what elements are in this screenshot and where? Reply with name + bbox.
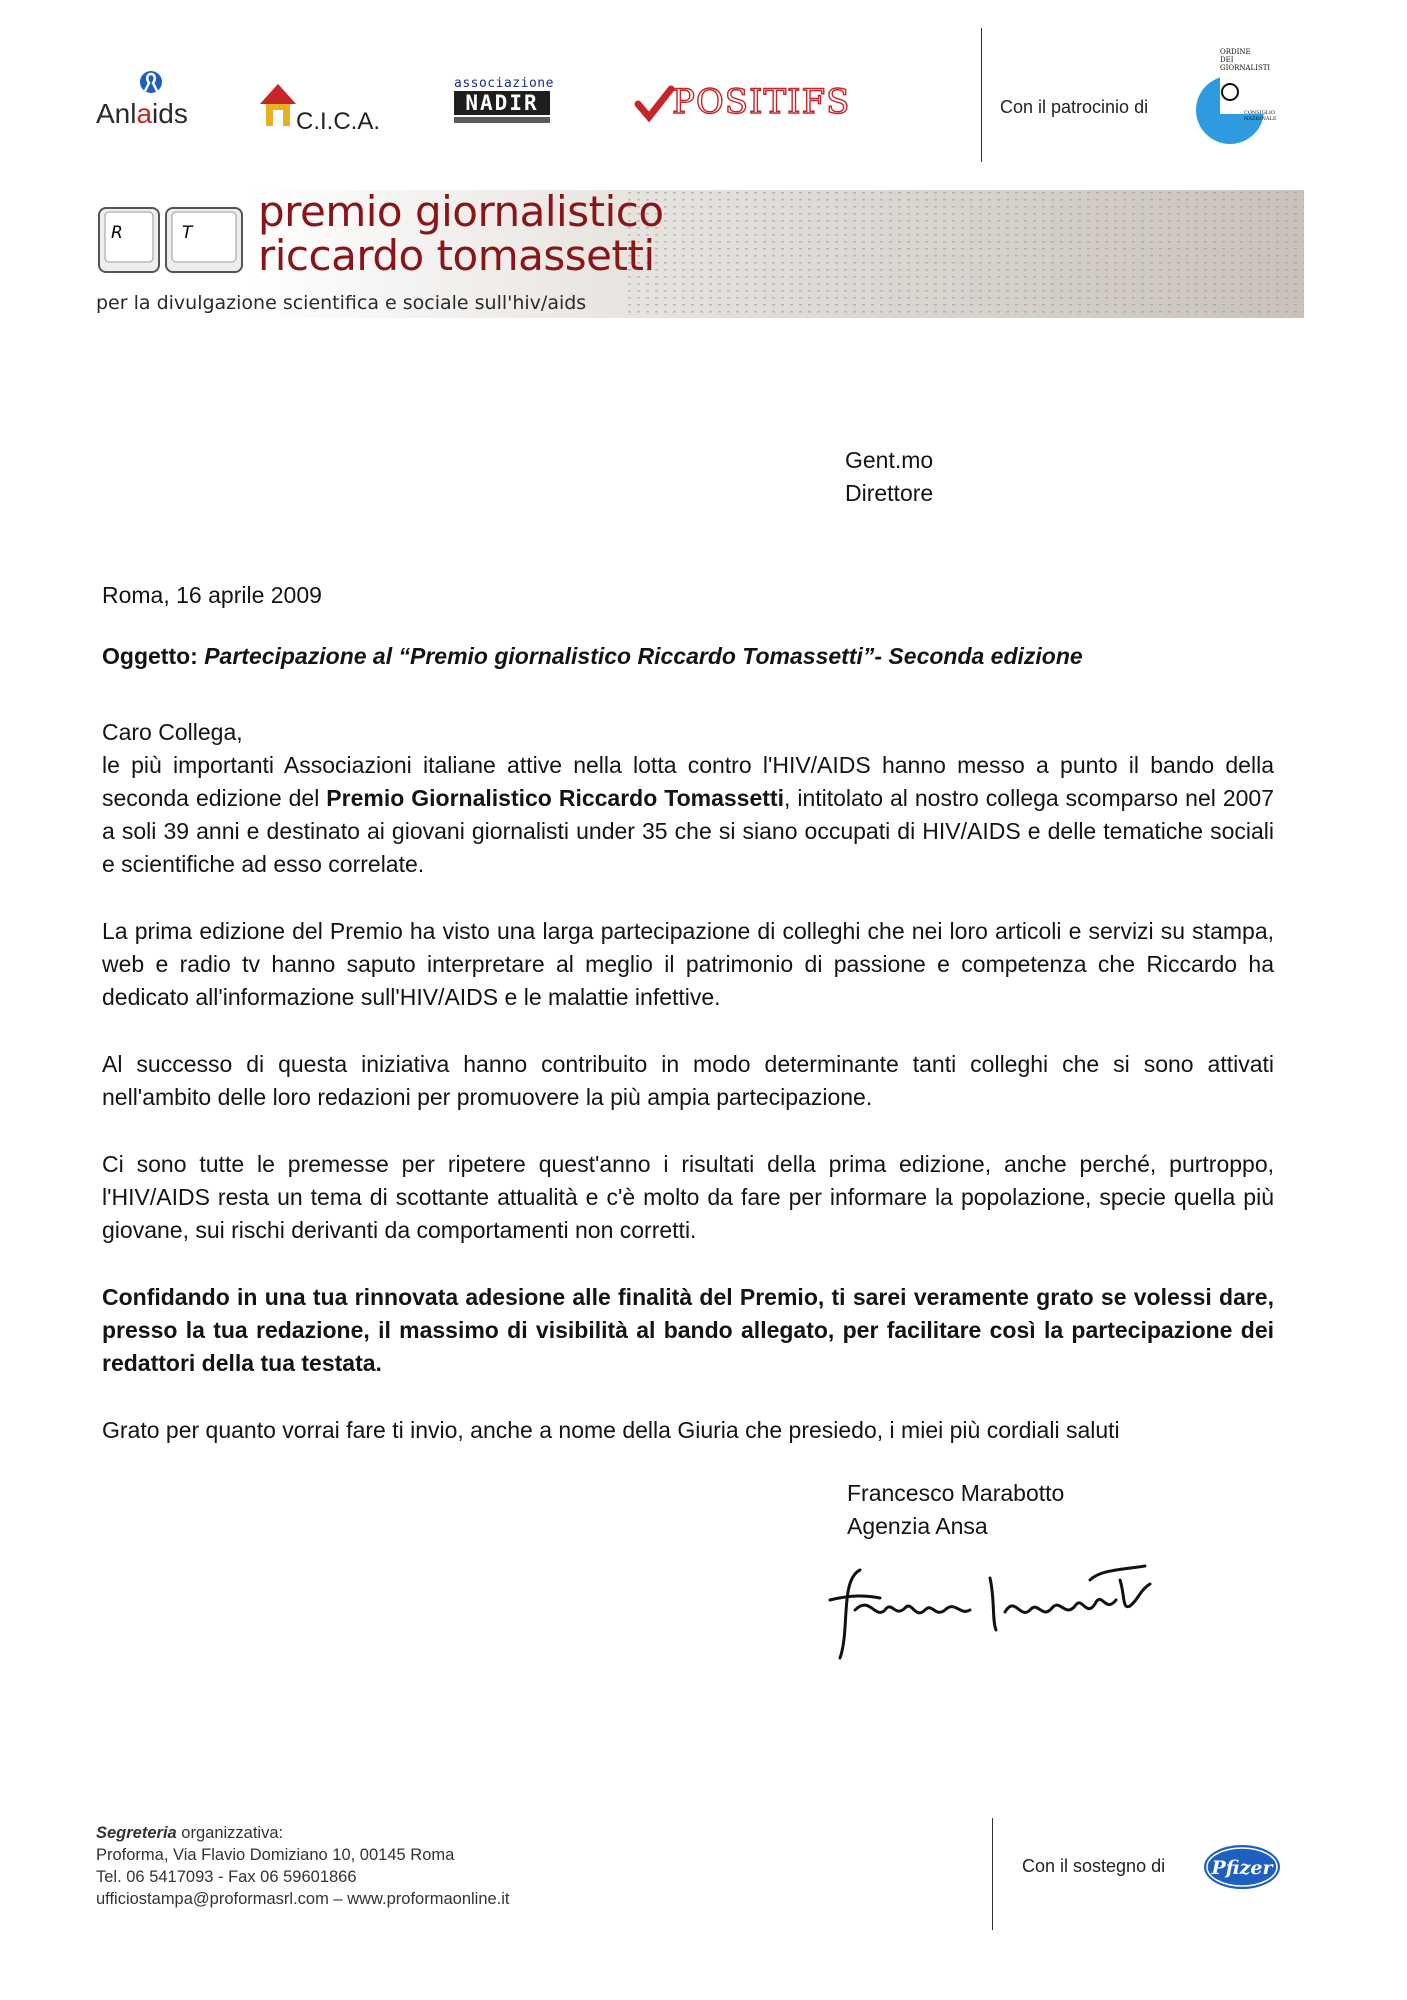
recipient-line1: Gent.mo bbox=[845, 447, 934, 473]
odg-text-4: CONSIGLIO bbox=[1244, 110, 1276, 116]
paragraph-1: le più importanti Associazioni italiane attive nella lotta contro l'HIV/AIDS hanno messo a punto il bando della seconda edizione del Premio Giornalistico Riccardo Tomassetti, intitolato al nostro collega scomparso nel 2007 a soli 39 anni e destinato ai giovani giornalisti under 35 che si siano occupati di HIV/AIDS e delle tematiche sociali e scientifiche ad esso correlate. bbox=[102, 752, 1274, 877]
house-icon bbox=[258, 82, 298, 128]
cica-logo bbox=[258, 82, 388, 135]
salutation: Caro Collega, bbox=[102, 719, 243, 745]
nadir-wordmark: NADIR bbox=[454, 91, 550, 115]
footer-phone: Tel. 06 5417093 - Fax 06 59601866 bbox=[96, 1868, 357, 1886]
organizing-secretariat bbox=[96, 1822, 510, 1910]
subject-text: Partecipazione al “Premio giornalistico Riccardo Tomassetti”- Seconda edizione bbox=[204, 643, 1083, 669]
cica-wordmark: C.I.C.A. bbox=[296, 108, 381, 135]
nadir-logo bbox=[454, 76, 554, 128]
header-divider bbox=[981, 28, 982, 162]
key-t-label: T bbox=[182, 223, 193, 243]
paragraph-3: Al successo di questa iniziativa hanno contribuito in modo determinante tanti colleghi che si sono attivati nell'ambito delle loro redazioni per promuovere la più ampia partecipazione. bbox=[102, 1051, 1274, 1110]
checkmark-icon bbox=[634, 84, 674, 124]
sender-name: Francesco Marabotto bbox=[847, 1480, 1065, 1506]
prize-name-bold: Premio Giornalistico Riccardo Tomassetti bbox=[326, 785, 784, 811]
banner-subtitle: per la divulgazione scientifica e sociale sull'hiv/aids bbox=[96, 292, 587, 314]
recipient-line2: Direttore bbox=[845, 480, 934, 506]
nadir-bar bbox=[454, 117, 550, 123]
subject-label: Oggetto: bbox=[102, 643, 198, 669]
red-ribbon-icon bbox=[138, 70, 164, 96]
odg-text-5: NAZIONALE bbox=[1244, 116, 1277, 122]
odg-text-1: ORDINE bbox=[1220, 48, 1251, 56]
footer-divider bbox=[992, 1818, 993, 1930]
sender-block bbox=[847, 1477, 1064, 1543]
paragraph-4: Ci sono tutte le premesse per ripetere quest'anno i risultati della prima edizione, anche perché, purtroppo, l'HIV/AIDS resta un tema di scottante attualità e c'è molto da fare per informare la popolazione, specie quella più giovane, sui rischi derivanti da comportamenti non corretti. bbox=[102, 1151, 1274, 1243]
positifs-wordmark: POSITIFS bbox=[672, 82, 851, 122]
recipient bbox=[845, 444, 933, 510]
nadir-tagline: associazione bbox=[454, 76, 554, 91]
key-t-icon bbox=[164, 206, 244, 274]
segreteria-heading: Segreteria organizzativa: bbox=[96, 1824, 284, 1842]
patrocinio-label: Con il patrocinio di bbox=[1000, 97, 1149, 117]
paragraph-2: La prima edizione del Premio ha visto una larga partecipazione di colleghi che nei loro articoli e servizi su stampa, web e radio tv hanno saputo interpretare al meglio il patrimonio di passione e competenza che Riccardo ha dedicato all'informazione sull'HIV/AIDS e le malattie infettive. bbox=[102, 918, 1274, 1010]
handwritten-signature bbox=[820, 1540, 1190, 1660]
key-r-icon bbox=[97, 206, 161, 274]
pfizer-wordmark: Pfizer bbox=[1211, 1857, 1273, 1879]
banner-title-line2: riccardo tomassetti bbox=[258, 231, 655, 280]
footer-address: Proforma, Via Flavio Domiziano 10, 00145 Roma bbox=[96, 1846, 455, 1864]
letter-date: Roma, 16 aprile 2009 bbox=[102, 582, 322, 608]
sostegno-label: Con il sostegno di bbox=[1022, 1856, 1166, 1876]
footer-contacts: ufficiostampa@proformasrl.com – www.proformaonline.it bbox=[96, 1890, 510, 1908]
anlaids-logo bbox=[96, 70, 216, 130]
letter-body bbox=[102, 716, 1274, 1447]
key-r-label: R bbox=[111, 223, 123, 243]
odg-text-3: GIORNALISTI bbox=[1220, 64, 1271, 72]
anlaids-wordmark: Anlaids bbox=[96, 98, 188, 129]
sender-org: Agenzia Ansa bbox=[847, 1513, 988, 1539]
pfizer-logo bbox=[1202, 1842, 1282, 1892]
positifs-logo bbox=[634, 80, 851, 130]
paragraph-6: Grato per quanto vorrai fare ti invio, anche a nome della Giuria che presiedo, i miei più cordiali saluti bbox=[102, 1417, 1120, 1443]
paragraph-5: Confidando in una tua rinnovata adesione alle finalità del Premio, ti sarei veramente grato se volessi dare, presso la tua redazione, il massimo di visibilità al bando allegato, per facilitare così la partecipazione dei redattori della tua testata. bbox=[102, 1284, 1274, 1376]
ordine-giornalisti-logo bbox=[1186, 48, 1296, 144]
subject-line bbox=[102, 643, 1083, 670]
odg-text-2: DEI bbox=[1220, 56, 1234, 64]
banner-title-line1: premio giornalistico bbox=[258, 187, 664, 236]
